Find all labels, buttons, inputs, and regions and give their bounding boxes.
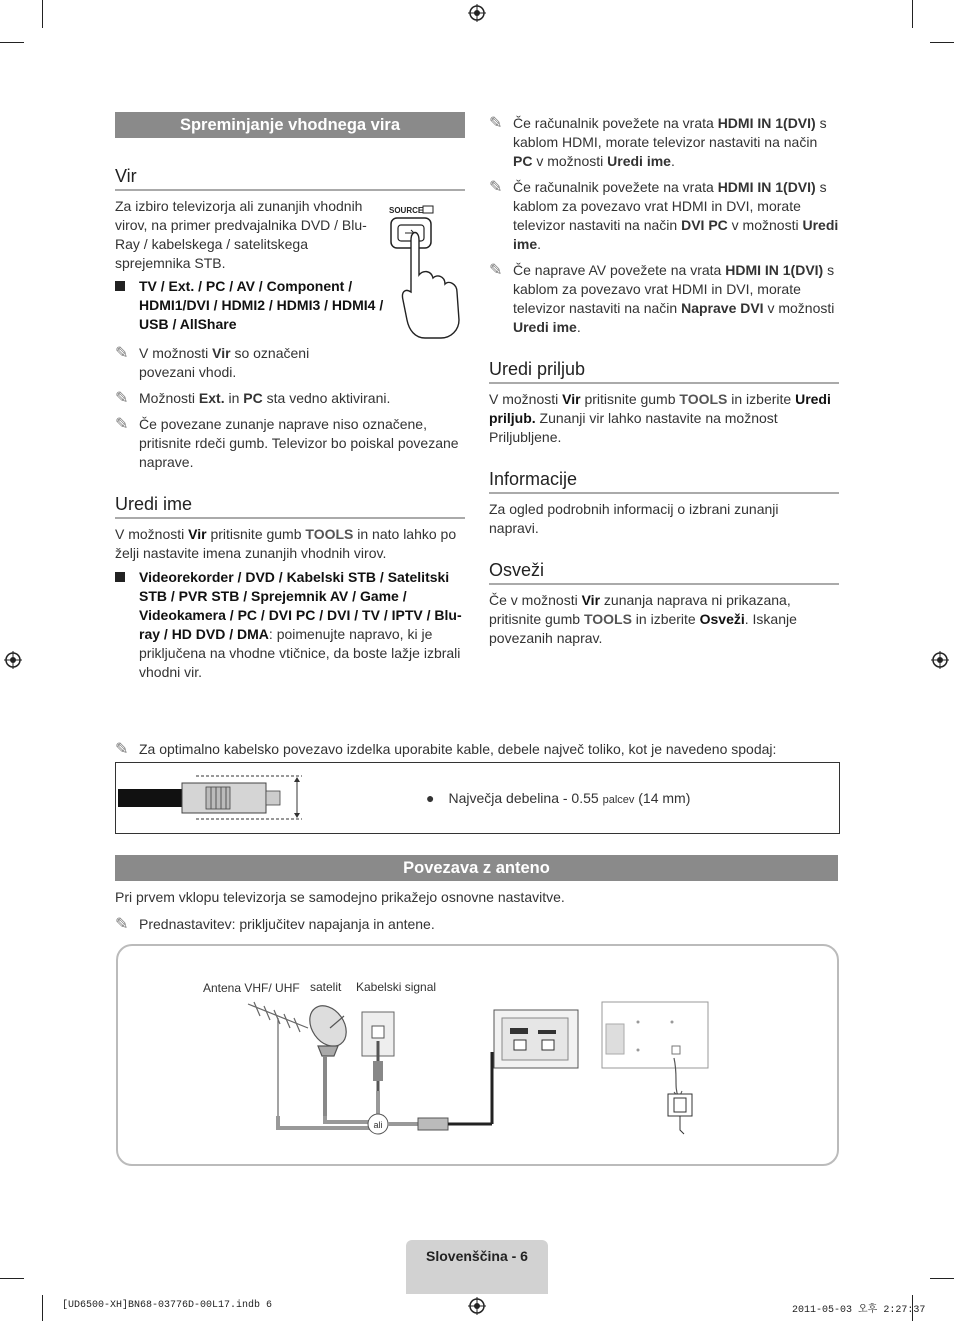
footer-timestamp: 2011-05-03 오후 2:27:37: [792, 1305, 926, 1316]
note-bold: PC: [513, 153, 533, 169]
note-text: Če naprave AV povežete na vrata: [513, 262, 726, 278]
note-text: .: [576, 319, 581, 335]
vir-note-2: [115, 389, 469, 408]
heading-uredi-priljub: Uredi priljub: [489, 359, 839, 384]
registration-mark-icon: [4, 651, 22, 669]
note-text: Če računalnik povežete na vrata: [513, 115, 718, 131]
note-text: Če računalnik povežete na vrata: [513, 179, 718, 195]
text: Zunanji vir lahko nastavite na možnost Priljubljene.: [489, 410, 778, 445]
note-text: s kablom za povezavo vrat HDMI in DVI, morate televizor nastaviti na način: [513, 179, 827, 233]
heading-vir: Vir: [115, 166, 465, 191]
hdmi-note-1: [489, 114, 839, 171]
label-cable-signal: Kabelski signal: [356, 980, 437, 994]
note-text: s kablom za povezavo vrat HDMI in DVI, morate televizor nastaviti na način: [513, 262, 835, 316]
note-pencil-icon: ✎: [115, 741, 129, 758]
tools-keyword: TOOLS: [679, 391, 728, 407]
text: in izberite: [631, 611, 700, 627]
cable-thickness-box: [115, 762, 840, 834]
text: in izberite: [727, 391, 796, 407]
note-pencil-icon: ✎: [115, 345, 129, 362]
bold-text: Osveži: [699, 611, 745, 627]
antenna-note: [115, 915, 859, 934]
note-bold: Uredi ime: [513, 217, 839, 252]
text: in nato lahko po želji nastavite imena zunanjih vhodnih virov.: [115, 526, 457, 561]
antenna-diagram-panel: [116, 944, 839, 1166]
osvezi-paragraph: [489, 591, 834, 648]
note-text: sta vedno aktivirani.: [262, 390, 391, 406]
tv-rear-icon: [602, 1002, 708, 1134]
note-text: in: [224, 390, 244, 406]
bullet-dot-icon: ●: [426, 790, 435, 806]
text: . Iskanje povezanih naprav.: [489, 611, 797, 646]
registration-mark-icon: [468, 1297, 486, 1315]
remote-source-button-icon: [385, 200, 465, 340]
text: V možnosti: [489, 391, 563, 407]
note-text: Če povezane zunanje naprave niso označene, pritisnite rdeči gumb. Televizor bo poiskal povezane naprave.: [139, 416, 459, 470]
label-or: ali: [373, 1120, 383, 1130]
tools-keyword: TOOLS: [305, 526, 354, 542]
hdmi-note-3: [489, 261, 839, 337]
text: pritisnite gumb: [206, 526, 306, 542]
source-label: SOURCE: [389, 206, 424, 215]
spec-text: Največja debelina - 0.55: [448, 790, 603, 806]
vir-intro: Za izbiro televizorja ali zunanjih vhodnih virov, na primer predvajalnika DVD / Blu-Ray / kabelskega / satelitskega sprejemnika STB.: [115, 198, 367, 271]
spec-unit: palcev: [602, 794, 635, 806]
crop-mark: [0, 1278, 24, 1279]
device-list-text: : poimenujte napravo, ki je priključena na vhodne vtičnice, da boste lažje izbrali vhodni vir.: [139, 626, 461, 680]
device-list-bold: Videorekorder / DVD / Kabelski STB / Satelitski STB / PVR STB / Sprejemnik AV / Game / Videokamera / PC / DVI PC / DVI / TV / IPTV / Blu- ray / HD DVD / DMA: [139, 569, 462, 642]
note-pencil-icon: ✎: [115, 390, 129, 407]
tv-antenna-input-panel: [494, 1010, 578, 1068]
tools-keyword: TOOLS: [583, 611, 632, 627]
source-list-text: TV / Ext. / PC / AV / Component / HDMI1/DVI / HDMI2 / HDMI3 / HDMI4 / USB / AllShare: [139, 278, 384, 332]
page-number-tab: Slovenščina - 6: [406, 1240, 548, 1294]
crop-mark: [0, 42, 24, 43]
note-bold: Uredi ime: [607, 153, 671, 169]
note-text: V možnosti: [139, 345, 213, 361]
note-bold: Vir: [212, 345, 231, 361]
note-bold: DVI PC: [681, 217, 728, 233]
antenna-intro: Pri prvem vklopu televizorja se samodejno prikažejo osnovne nastavitve.: [115, 889, 565, 905]
spec-text: (14 mm): [634, 790, 691, 806]
registration-mark-icon: [468, 4, 486, 22]
bullet-square-icon: [115, 281, 125, 291]
bold-text: Vir: [562, 391, 581, 407]
note-bold: Ext.: [198, 390, 225, 406]
registration-mark-icon: [931, 651, 949, 669]
cable-thickness-note: [115, 740, 859, 759]
note-bold: Naprave DVI: [681, 300, 764, 316]
satellite-dish-icon: [302, 999, 353, 1116]
note-text: Za optimalno kabelsko povezavo izdelka uporabite kable, debele največ toliko, kot je navedeno spodaj:: [139, 741, 777, 757]
note-text: v možnosti: [763, 300, 835, 316]
vir-source-list: [115, 277, 389, 334]
crop-mark: [42, 1295, 43, 1321]
note-bold: Uredi ime: [513, 319, 577, 335]
text: V možnosti: [115, 526, 189, 542]
note-pencil-icon: ✎: [489, 262, 503, 279]
crop-mark: [912, 0, 913, 28]
note-text: so označeni povezani vhodi.: [139, 345, 310, 380]
note-bold: HDMI IN 1(DVI): [725, 262, 824, 278]
antenna-connection-diagram: [118, 946, 837, 1164]
vhf-uhf-antenna-icon: [248, 1002, 308, 1116]
heading-uredi-ime: Uredi ime: [115, 494, 465, 519]
note-text: .: [670, 153, 675, 169]
heading-informacije: Informacije: [489, 469, 839, 494]
note-text: Možnosti: [139, 390, 199, 406]
uredi-ime-paragraph: [115, 525, 460, 563]
label-satellite: satelit: [310, 980, 342, 994]
bold-text: Vir: [581, 592, 601, 608]
crop-mark: [42, 0, 43, 28]
vir-note-1: [115, 344, 364, 382]
bold-text: Vir: [188, 526, 207, 542]
hdmi-note-2: [489, 178, 839, 254]
section-bar-antenna: Povezava z anteno: [115, 855, 838, 881]
cable-thickness-spec: [426, 790, 690, 806]
note-pencil-icon: ✎: [115, 916, 129, 933]
note-bold: HDMI IN 1(DVI): [717, 179, 816, 195]
section-bar-input-source: Spreminjanje vhodnega vira: [115, 112, 465, 138]
informacije-paragraph: Za ogled podrobnih informacij o izbrani zunanji napravi.: [489, 501, 779, 536]
note-text: s kablom HDMI, morate televizor nastaviti na način: [513, 115, 827, 150]
heading-osvezi: Osveži: [489, 560, 839, 585]
note-text: Prednastavitev: priključitev napajanja in antene.: [139, 916, 435, 932]
vir-note-3: [115, 415, 465, 472]
text: Če v možnosti: [489, 592, 582, 608]
bold-text: Uredi priljub.: [489, 391, 831, 426]
uredi-ime-device-list: [115, 568, 469, 682]
note-bold: HDMI IN 1(DVI): [717, 115, 816, 131]
note-text: v možnosti: [727, 217, 803, 233]
note-text: .: [537, 236, 542, 252]
text: zunanja naprava ni prikazana, pritisnite gumb: [489, 592, 791, 627]
footer-file-name: [UD6500-XH]BN68-03776D-00L17.indb 6: [62, 1300, 273, 1311]
note-bold: PC: [243, 390, 263, 406]
note-pencil-icon: ✎: [115, 416, 129, 433]
cable-connector-icon: [116, 771, 316, 825]
note-pencil-icon: ✎: [489, 115, 503, 132]
text: pritisnite gumb: [580, 391, 680, 407]
crop-mark: [930, 42, 954, 43]
crop-mark: [930, 1278, 954, 1279]
note-text: v možnosti: [532, 153, 608, 169]
label-antenna: Antena VHF/ UHF: [203, 981, 300, 995]
cable-wall-outlet-icon: [362, 1012, 394, 1091]
note-pencil-icon: ✎: [489, 179, 503, 196]
bullet-square-icon: [115, 572, 125, 582]
uredi-priljub-paragraph: [489, 390, 834, 447]
